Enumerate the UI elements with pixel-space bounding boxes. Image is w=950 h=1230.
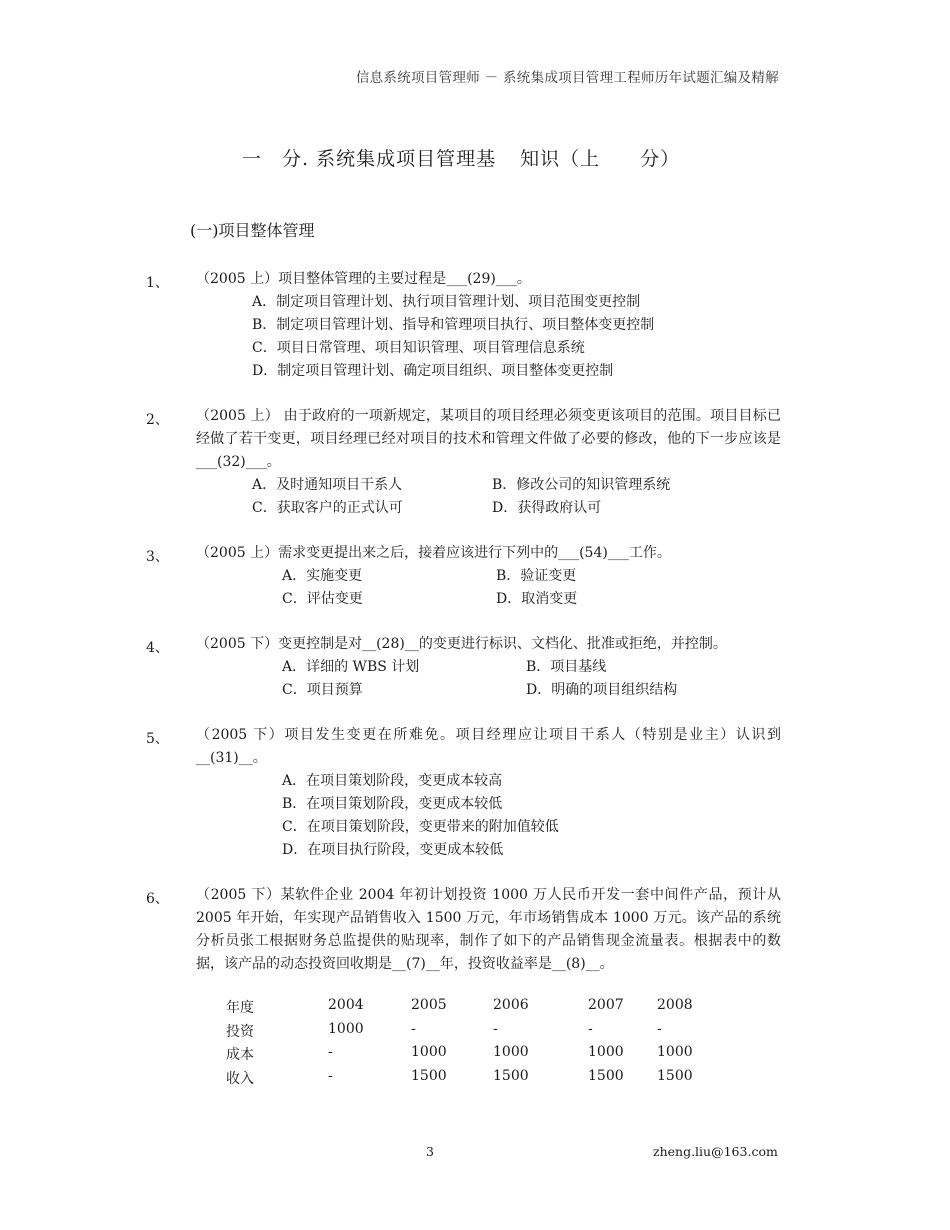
part-title-segment: 分） (640, 148, 681, 170)
table-cell: 1000 (493, 1044, 529, 1060)
question-number: 1、 (146, 275, 169, 291)
part-title-segment: 分. 系统集成项目管理基 (282, 148, 497, 170)
table-cell: - (328, 1067, 333, 1084)
table-cell: - (411, 1020, 416, 1037)
option-a: A．详细的 WBS 计划 (282, 659, 420, 675)
question-text: （2005 下）项目发生变更在所难免。项目经理应让项目干系人（特别是业主）认识到__(31)__。 (196, 727, 781, 766)
table-cell: 收入 (226, 1070, 254, 1087)
table-cell: 1500 (588, 1067, 624, 1084)
table-cell: 1000 (328, 1020, 364, 1037)
question-number: 3、 (146, 549, 169, 565)
option-a: A．制定项目管理计划、执行项目管理计划、项目范围变更控制 (252, 294, 641, 310)
question-number: 5、 (146, 731, 169, 747)
table-cell: 1000 (411, 1044, 447, 1060)
option-b: B．修改公司的知识管理系统 (492, 477, 671, 493)
question-text: （2005 上） 由于政府的一项新规定，某项目的项目经理必须变更该项目的范围。项目目标已经做了若干变更，项目经理已经对项目的技术和管理文件做了必要的修改，他的下一步应该是___(32)___。 (196, 408, 781, 470)
option-d: D．制定项目管理计划、确定项目组织、项目整体变更控制 (252, 363, 614, 379)
option-b: B．在项目策划阶段，变更成本较低 (282, 796, 503, 812)
table-row (226, 1068, 717, 1092)
option-a: A．及时通知项目干系人 (252, 477, 403, 493)
table-cell: - (657, 1020, 662, 1037)
table-cell: 1500 (657, 1067, 693, 1084)
option-c: C．项目预算 (282, 682, 363, 698)
table-cell: 成本 (226, 1047, 254, 1063)
option-d: D．在项目执行阶段，变更成本较低 (282, 842, 504, 858)
option-b: B．项目基线 (526, 659, 607, 675)
section-title: (一)项目整体管理 (190, 221, 315, 240)
table-cell: 1000 (588, 1044, 624, 1060)
question-number: 4、 (146, 640, 169, 656)
table-cell: 1500 (493, 1067, 529, 1084)
table-cell: 1500 (411, 1067, 447, 1084)
table-cell: 2006 (493, 997, 529, 1013)
option-b: B．验证变更 (496, 568, 577, 584)
option-b: B．制定项目管理计划、指导和管理项目执行、项目整体变更控制 (252, 317, 655, 333)
option-c: C．项目日常管理、项目知识管理、项目管理信息系统 (252, 340, 585, 356)
cash-flow-table (226, 997, 717, 1091)
table-row (226, 1044, 717, 1068)
part-title (242, 144, 696, 171)
table-cell: 投资 (226, 1023, 254, 1040)
part-title-segment: 一 (242, 148, 263, 170)
option-a: A．在项目策划阶段，变更成本较高 (282, 773, 503, 789)
question-text: （2005 下）变更控制是对__(28)__的变更进行标识、文档化、批准或拒绝，并控制。 (196, 636, 727, 652)
option-c: C．在项目策划阶段，变更带来的附加值较低 (282, 819, 559, 835)
page-header: 信息系统项目管理师 － 系统集成项目管理工程师历年试题汇编及精解 (355, 70, 779, 86)
table-cell: 2007 (588, 997, 624, 1013)
question-number: 2、 (146, 412, 169, 428)
table-row (226, 1021, 717, 1045)
question-number: 6、 (146, 891, 169, 907)
table-cell: 2005 (411, 997, 447, 1013)
table-cell: 2004 (328, 997, 364, 1013)
table-cell: - (588, 1020, 593, 1037)
table-cell: 年度 (226, 1000, 254, 1016)
part-title-segment: 知识（上 (520, 148, 601, 170)
table-row (226, 997, 717, 1021)
option-d: D．获得政府认可 (492, 500, 602, 516)
option-c: C．评估变更 (282, 591, 363, 607)
option-d: D．明确的项目组织结构 (526, 682, 678, 698)
table-cell: - (493, 1020, 498, 1037)
footer-email: zheng.liu@163.com (653, 1144, 778, 1159)
option-a: A．实施变更 (282, 568, 363, 584)
table-cell: - (328, 1044, 333, 1060)
question-text: （2005 下）某软件企业 2004 年初计划投资 1000 万人民币开发一套中间件产品，预计从 2005 年开始，年实现产品销售收入 1500 万元，年市场销售成本 1000 万元。该产品的系统分析员张工根据财务总监提供的贴现率，制作了如下的产品销售现金流量表。根据表中的数据，该产品的动态投资回收期是__(7)__年，投资收益率是__(8)__。 (196, 887, 781, 972)
option-c: C．获取客户的正式认可 (252, 500, 403, 516)
page-number: 3 (426, 1144, 434, 1159)
option-d: D．取消变更 (496, 591, 578, 607)
table-cell: 2008 (657, 997, 693, 1013)
table-cell: 1000 (657, 1044, 693, 1060)
question-text: （2005 上）需求变更提出来之后，接着应该进行下列中的___(54)___工作。 (196, 545, 671, 561)
question-text: （2005 上）项目整体管理的主要过程是___(29)___。 (196, 271, 531, 287)
